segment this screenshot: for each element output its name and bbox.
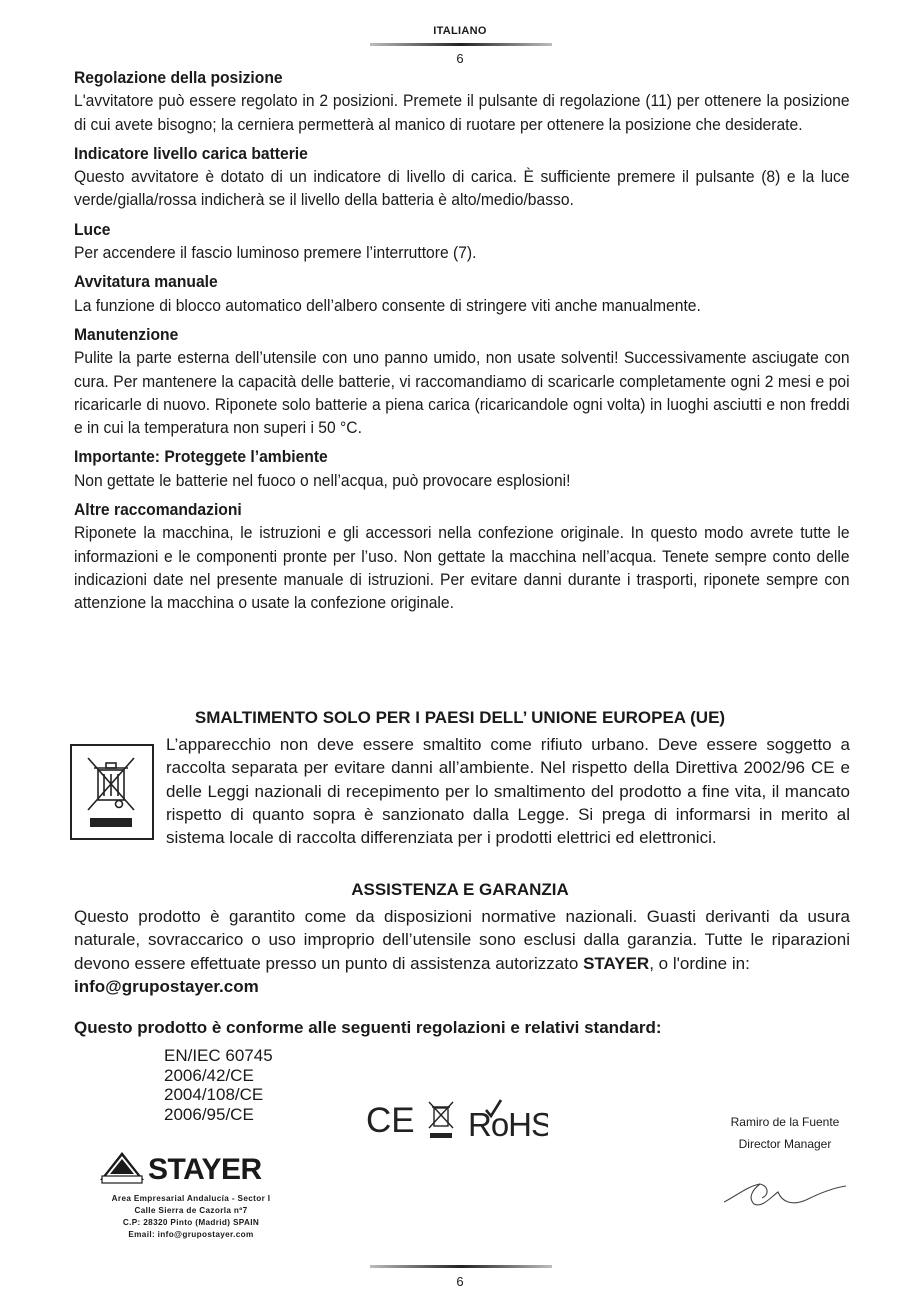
ce-mark: CE [366,1101,415,1140]
section-body: Questo avvitatore è dotato di un indicatore di livello di carica. È sufficiente premere il pulsante (8) e la luce verde/gialla/rossa indicherà se il livello della batteria è alto/medio/basso. [74,167,850,210]
section-title: Importante: Proteggete l’ambiente [74,447,328,467]
disposal-title: SMALTIMENTO SOLO PER I PAESI DELL’ UNIONE EUROPEA (UE) [194,708,726,727]
section-body: Riponete la macchina, le istruzioni e gli accessori nella confezione originale. In questo modo avrete tutte le informazioni e le componenti pronte per l’uso. Non gettate la macchina nell’acqua. Tenete sempre conto delle indicazioni date nel presente manuale di istruzioni. Per evitare danni durante i trasporti, riponete sempre con attenzione la macchina o usate la confezione originale. [74,523,850,613]
section-other-recommendations [74,498,850,614]
crossed-bin-icon [70,744,154,840]
section-title: Indicatore livello carica batterie [74,143,308,163]
section-body: Per accendere il fascio luminoso premere l’interruttore (7). [74,243,477,263]
warranty-title: ASSISTENZA E GARANZIA [351,880,569,899]
section-maintenance [74,323,850,439]
brand-name: STAYER [583,953,650,973]
section-title: Luce [74,219,111,239]
language-label: ITALIANO [433,25,487,37]
support-email: info@grupostayer.com [74,976,259,996]
rohs-mark: RoHS [468,1106,548,1142]
certification-marks [366,1096,548,1142]
footer-rule [370,1265,552,1268]
section-title: Altre raccomandazioni [74,500,242,520]
warranty-text-end: , o l'ordine in: [649,953,750,973]
signature [722,1176,848,1210]
section-environment [74,445,850,492]
signatory-title: Director Manager [738,1137,832,1151]
instructions-content [74,66,850,621]
section-position [74,66,850,136]
address-line: Area Empresarial Andalucía - Sector I [111,1194,271,1203]
stayer-logo [96,1146,286,1188]
section-body: La funzione di blocco automatico dell’albero consente di stringere viti anche manualmente. [74,295,701,315]
standard-item: 2004/108/CE [164,1085,264,1104]
standard-item: 2006/42/CE [164,1065,254,1085]
svg-text:STAYER: STAYER [148,1153,262,1186]
address-line: Calle Sierra de Cazorla nº7 [134,1206,248,1215]
page-number-top: 6 [456,51,464,66]
address-line: C.P: 28320 Pinto (Madrid) SPAIN [122,1218,260,1227]
conformity-statement: Questo prodotto è conforme alle seguenti regolazioni e relativi standard: [74,1018,662,1037]
section-title: Manutenzione [74,324,179,344]
section-battery-indicator [74,142,850,212]
section-body: L'avvitatore può essere regolato in 2 posizioni. Premete il pulsante di regolazione (11) per ottenere la posizione di cui avete bisogno; la cerniera permetterà al manico di ruotare per ottenere la posizione che desiderate. [74,91,850,134]
page-number-bottom: 6 [456,1274,464,1289]
section-title: Regolazione della posizione [74,68,283,87]
header-rule [370,43,552,46]
warranty-body [74,905,850,998]
standard-item: 2006/95/CE [164,1104,254,1124]
address-line: Email: info@grupostayer.com [128,1230,254,1239]
warranty-text: Questo prodotto è garantito come da disposizioni normative nazionali. Guasti derivanti da usura naturale, sovraccarico o uso improprio dell’utensile sono esclusi dalla garanzia. Tutte le riparazioni devono essere effettuate presso un punto di assistenza autorizzato [74,907,850,973]
section-manual-screwing [74,270,850,317]
section-body: Non gettate le batterie nel fuoco o nell’acqua, può provocare esplosioni! [74,470,571,490]
standard-item: EN/IEC 60745 [164,1046,273,1065]
disposal-body: L’apparecchio non deve essere smaltito come rifiuto urbano. Deve essere soggetto a raccolta separata per evitare danni all’ambiente. Nel rispetto della Direttiva 2002/96 CE e delle Leggi nazionali di recepimento per lo smaltimento del prodotto a fine vita, il mancato rispetto di quanto sopra è sanzionato dalla Legge. Si prega di informarsi in merito al sistema locale di raccolta differenziata per i prodotti elettrici ed elettronici. [166,735,850,848]
section-body: Pulite la parte esterna dell’utensile con uno panno umido, non usate solventi! Successivamente asciugate con cura. Per mantenere la capacità delle batterie, vi raccomandiamo di scaricarle completamente ogni 2 mesi e poi ricaricarle di nuovo. Riponete solo batterie a piena carica (ricaricandole ogni volta) in luoghi asciutti e non freddi e in cui la temperatura non superi i 50 °C. [74,348,850,438]
section-title: Avvitatura manuale [74,272,218,292]
weee-mark-icon [429,1102,453,1128]
signatory-name: Ramiro de la Fuente [730,1115,840,1129]
standards-list [164,1046,273,1124]
section-light [74,218,850,265]
